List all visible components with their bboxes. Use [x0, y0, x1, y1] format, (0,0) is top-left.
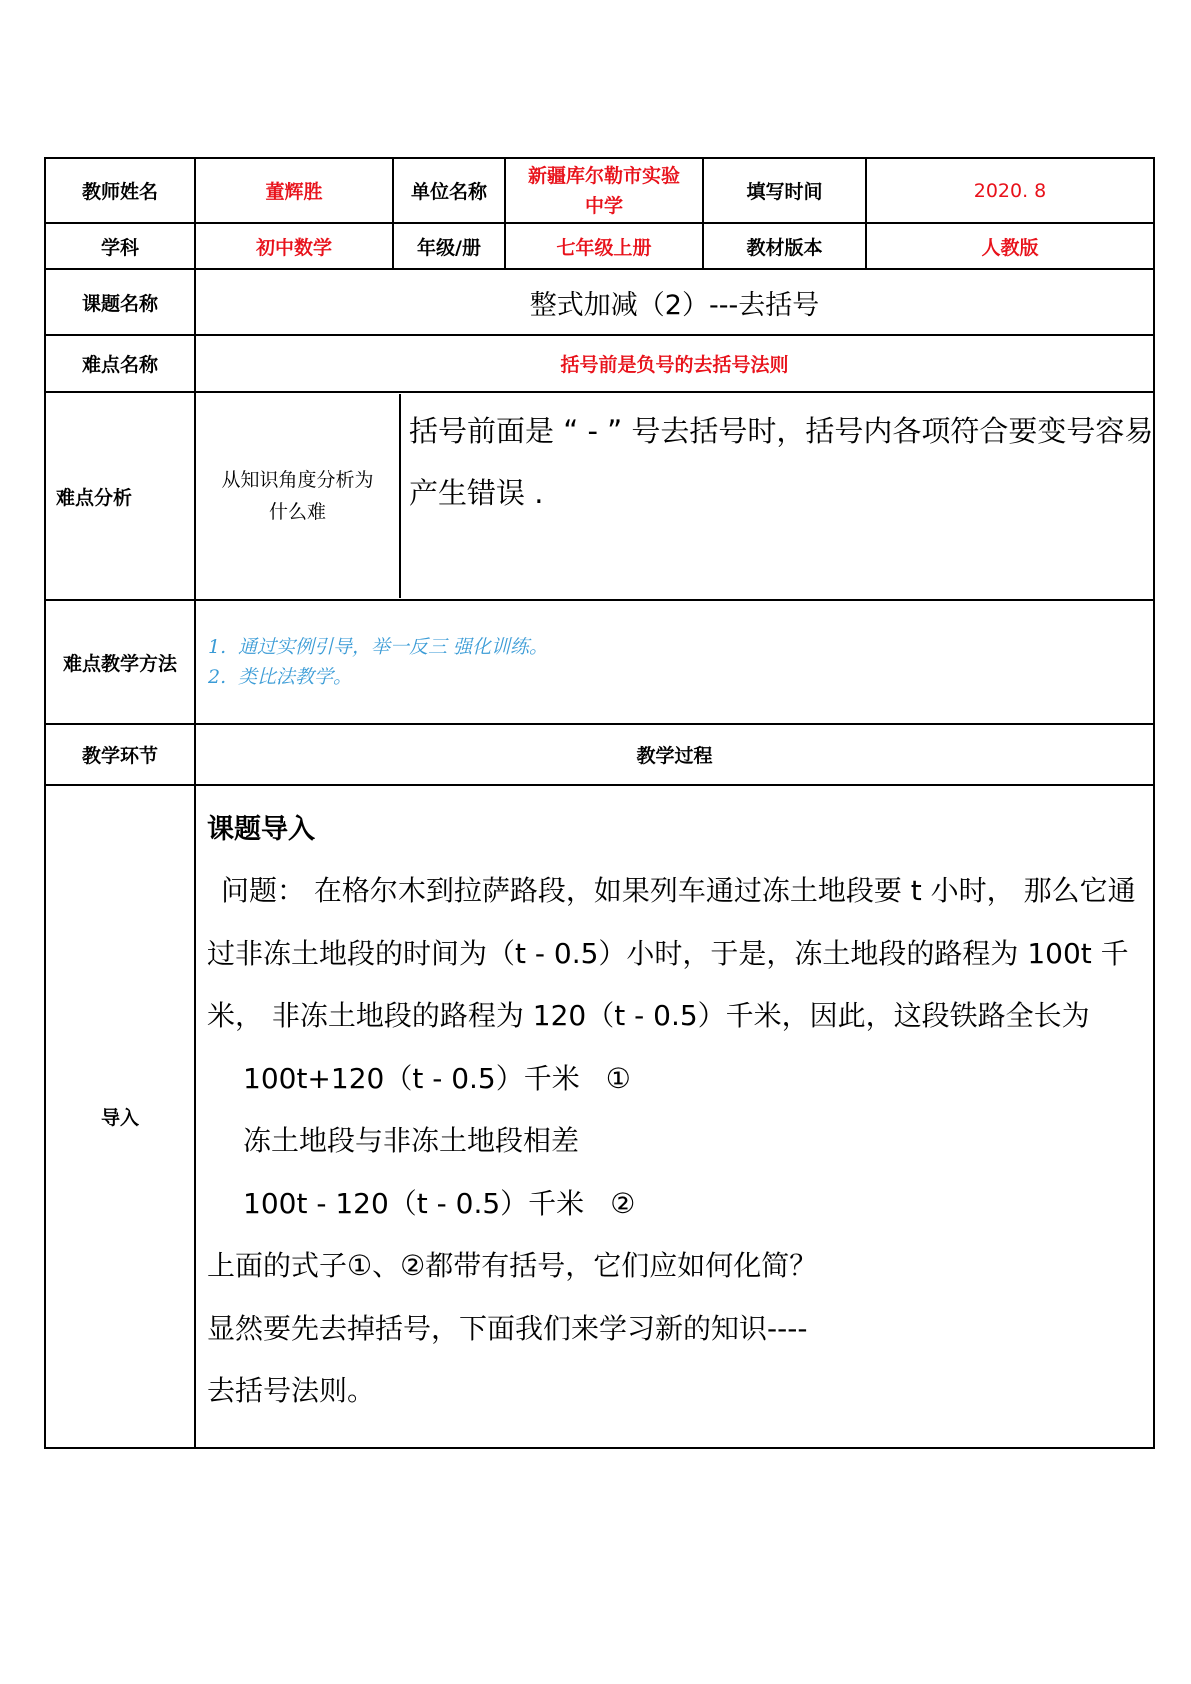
intro-paragraph-line: 米， 非冻土地段的路程为 120（t - 0.5）千米，因此，这段铁路全长为 — [207, 999, 1090, 1032]
unit-value-line1: 新疆库尔勒市实验 — [527, 164, 680, 187]
method-item-text: 通过实例引导，举一反三 强化训练。 — [238, 636, 549, 658]
analysis-sublabel-line2: 什么难 — [268, 501, 326, 523]
formula-2-text: 100t - 120（t - 0.5）千米 — [243, 1186, 585, 1220]
formula-2 — [207, 1173, 1143, 1236]
grade-label: 年级/册 — [393, 223, 505, 269]
difficulty-label: 难点名称 — [45, 335, 195, 392]
formula-1 — [207, 1048, 1143, 1111]
subject-value: 初中数学 — [195, 223, 393, 269]
formula-2-mark: ② — [610, 1186, 636, 1220]
process-header-value: 教学过程 — [195, 724, 1154, 785]
methods-list — [195, 600, 1154, 724]
analysis-content-cell — [195, 392, 1154, 600]
analysis-sublabel-line1: 从知识角度分析为 — [221, 469, 374, 491]
analysis-label: 难点分析 — [45, 392, 195, 600]
rule-line: 去括号法则。 — [207, 1374, 376, 1407]
unit-label: 单位名称 — [393, 158, 505, 223]
header-row-1 — [45, 158, 1154, 223]
intro-paragraph-line: 问题： 在格尔木到拉萨路段，如果列车通过冻土地段要 t 小时， 那么它通 — [221, 874, 1136, 907]
method-item — [208, 632, 1147, 662]
intro-label: 导入 — [45, 785, 195, 1448]
analysis-text-line1: 括号前面是 “ - ” 号去括号时，括号内各项符合要变号容易 — [409, 414, 1154, 448]
difficulty-row — [45, 335, 1154, 392]
method-item-text: 类比法教学。 — [238, 666, 353, 688]
method-item-number: 2. — [208, 666, 227, 688]
intro-content — [195, 785, 1154, 1448]
intro-title: 课题导入 — [207, 814, 315, 845]
analysis-text — [400, 394, 1153, 598]
analysis-inner-table — [196, 394, 1153, 598]
header-row-2 — [45, 223, 1154, 269]
subject-label: 学科 — [45, 223, 195, 269]
date-value: 2020. 8 — [866, 158, 1154, 223]
topic-row — [45, 269, 1154, 335]
grade-value: 七年级上册 — [505, 223, 703, 269]
formula-1-mark: ① — [605, 1061, 631, 1095]
analysis-sublabel — [196, 394, 400, 598]
analysis-row — [45, 392, 1154, 600]
lesson-plan-form — [44, 157, 1153, 1449]
edition-label: 教材版本 — [703, 223, 866, 269]
intro-row — [45, 785, 1154, 1448]
methods-row — [45, 600, 1154, 724]
obvious-line: 显然要先去掉括号，下面我们来学习新的知识---- — [207, 1311, 808, 1345]
formula-1-text: 100t+120（t - 0.5）千米 — [243, 1061, 580, 1095]
topic-label: 课题名称 — [45, 269, 195, 335]
date-label: 填写时间 — [703, 158, 866, 223]
topic-value: 整式加减（2）---去括号 — [195, 269, 1154, 335]
lesson-plan-table — [44, 157, 1155, 1449]
teacher-value: 董辉胜 — [195, 158, 393, 223]
edition-value: 人教版 — [866, 223, 1154, 269]
difficulty-value: 括号前是负号的去括号法则 — [195, 335, 1154, 392]
question-line: 上面的式子①、②都带有括号，它们应如何化简？ — [207, 1249, 818, 1282]
process-header-row — [45, 724, 1154, 785]
process-stage-label: 教学环节 — [45, 724, 195, 785]
unit-value — [505, 158, 703, 223]
unit-value-line2: 中学 — [584, 194, 623, 217]
teacher-label: 教师姓名 — [45, 158, 195, 223]
difference-line: 冻土地段与非冻土地段相差 — [243, 1124, 580, 1157]
method-item-number: 1. — [208, 636, 227, 658]
method-item — [208, 662, 1147, 692]
analysis-text-line2: 产生错误 . — [409, 476, 544, 510]
methods-label: 难点教学方法 — [45, 600, 195, 724]
intro-paragraph-line: 过非冻土地段的时间为（t - 0.5）小时，于是，冻土地段的路程为 100t 千 — [207, 936, 1129, 970]
